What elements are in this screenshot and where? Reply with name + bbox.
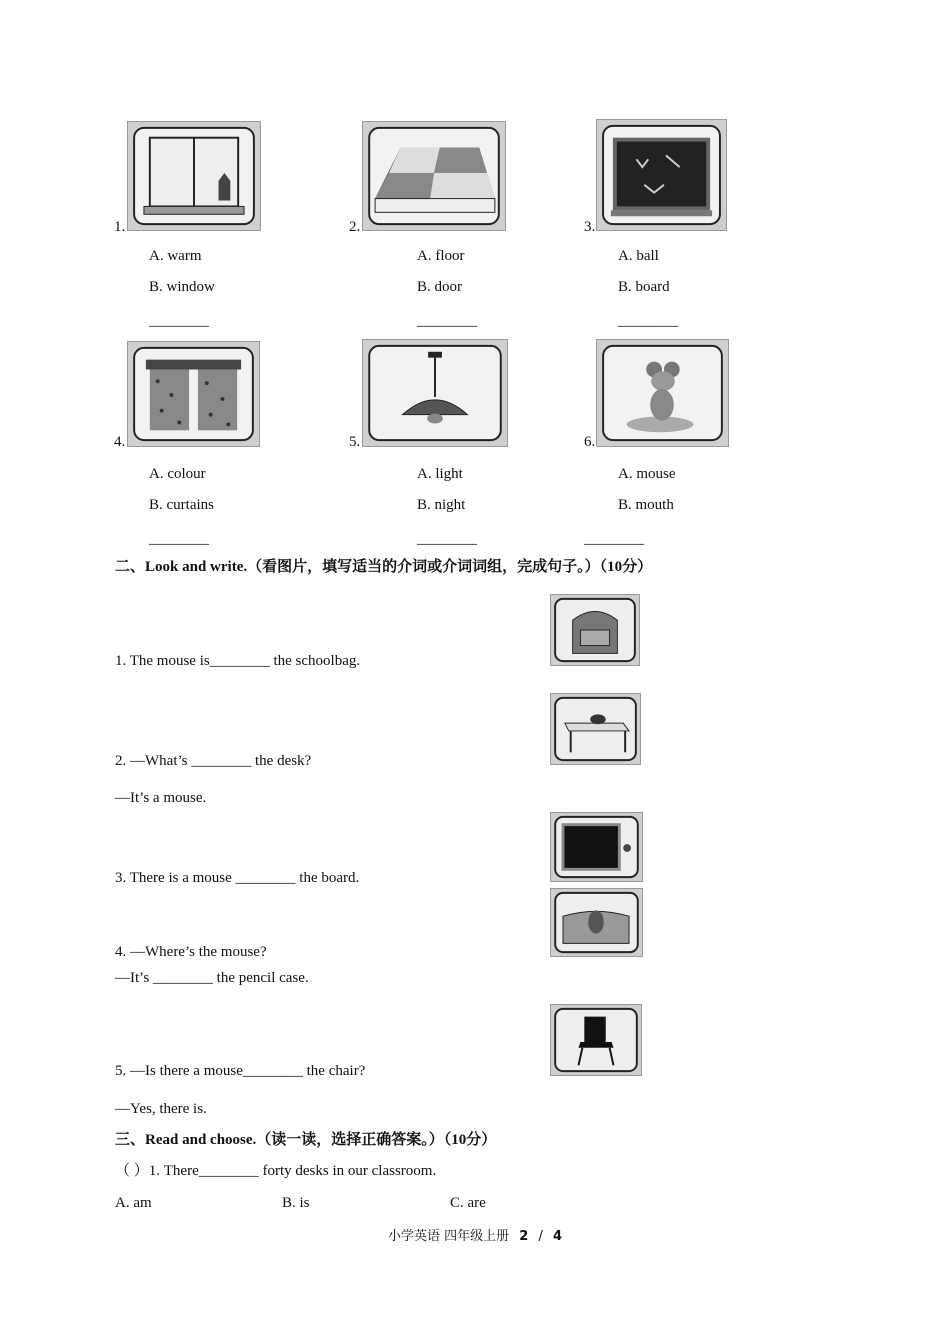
page-footer: 小学英语 四年级上册 2 / 4	[388, 1229, 563, 1244]
floor-picture	[362, 121, 506, 231]
option-a: A. light	[417, 466, 463, 482]
mouse-picture	[596, 339, 729, 447]
page-number: 2	[519, 1229, 529, 1244]
option-a: A. colour	[149, 466, 206, 482]
item-number: 6.	[584, 434, 596, 450]
board-picture	[596, 119, 727, 231]
section-heading: 三、Read and choose.（读一读，选择正确答案。）（10分）	[115, 1132, 497, 1148]
answer-blank[interactable]: ________	[417, 313, 477, 329]
section-heading: 二、Look and write.（看图片，填写适当的介词或介词词组，完成句子。）（10分）	[115, 559, 653, 575]
mouse-next-to-board-picture	[550, 812, 643, 882]
option-b: B. door	[417, 279, 462, 295]
curtains-picture	[127, 341, 260, 447]
answer-blank[interactable]: ________	[618, 313, 678, 329]
option-b: B. board	[618, 279, 670, 295]
page-total: 4	[553, 1229, 563, 1244]
option-b: B. curtains	[149, 497, 214, 513]
option-a: A. mouse	[618, 466, 676, 482]
mouse-on-desk-picture	[550, 693, 641, 765]
option-a: A. warm	[149, 248, 202, 264]
question-text: 4. —Where’s the mouse?	[115, 944, 267, 960]
mouse-under-chair-picture	[550, 1004, 642, 1076]
question-text: 5. —Is there a mouse________ the chair?	[115, 1063, 366, 1079]
light-picture	[362, 339, 508, 447]
item-number: 1.	[114, 219, 126, 235]
question-text: （ ）1. There________ forty desks in our classroom.	[115, 1163, 437, 1179]
answer-blank[interactable]: ________	[584, 531, 644, 547]
option-b: B. is	[282, 1195, 310, 1211]
option-c: C. are	[450, 1195, 486, 1211]
answer-text: —Yes, there is.	[115, 1101, 207, 1117]
mouse-in-schoolbag-picture	[550, 594, 640, 666]
option-b: B. night	[417, 497, 466, 513]
question-text: 1. The mouse is________ the schoolbag.	[115, 653, 361, 669]
option-b: B. mouth	[618, 497, 674, 513]
answer-text: —It’s ________ the pencil case.	[115, 970, 309, 986]
option-b: B. window	[149, 279, 215, 295]
window-picture	[127, 121, 261, 231]
item-number: 5.	[349, 434, 361, 450]
answer-text: —It’s a mouse.	[115, 790, 207, 806]
question-text: 3. There is a mouse ________ the board.	[115, 870, 360, 886]
answer-blank[interactable]: ________	[417, 531, 477, 547]
option-a: A. ball	[618, 248, 659, 264]
mouse-in-pencil-case-picture	[550, 888, 643, 957]
answer-blank[interactable]: ________	[149, 531, 209, 547]
question-text: 2. —What’s ________ the desk?	[115, 753, 312, 769]
item-number: 3.	[584, 219, 596, 235]
item-number: 4.	[114, 434, 126, 450]
answer-blank[interactable]: ________	[149, 313, 209, 329]
item-number: 2.	[349, 219, 361, 235]
option-a: A. am	[115, 1195, 152, 1211]
option-a: A. floor	[417, 248, 465, 264]
